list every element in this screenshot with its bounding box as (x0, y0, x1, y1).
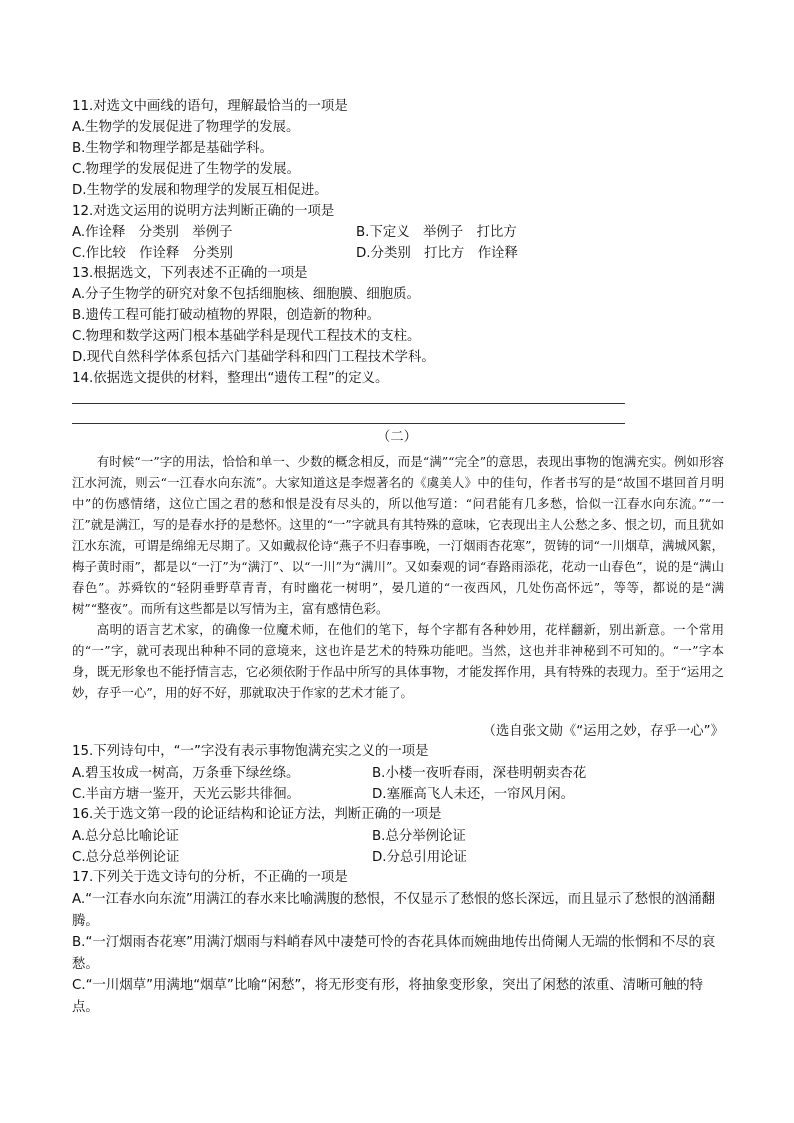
q17-stem: 17.下列关于选文诗句的分析，不正确的一项是 (72, 870, 348, 885)
q13-stem: 13.根据选文，下列表述不正确的一项是 (72, 266, 308, 281)
passage-paragraph-2: 高明的语言艺术家，的确像一位魔术师，在他们的笔下，每个字都有各种妙用，花样翻新，别出新意。一个常用的“一”字，就可表现出种种不同的意境来，这也许是艺术的特殊功能吧。当然，这也并非神秘到不可知的。“一”字本身，既无形象也不能抒情言志，它必须依附于作品中所写的具体事物，才能发挥作用，具有特殊的表现力。至于“运用之妙，存乎一心”，用的好不好，那就取决于作家的艺术才能了。 (72, 622, 724, 700)
passage-source: （选自张文勋《“运用之妙，存乎一心”》 (482, 724, 724, 739)
q15-option-c: C.半亩方塘一鉴开，天光云影共徘徊。 (72, 787, 300, 802)
q15-options-row2 (72, 784, 712, 805)
q16-options-row2 (72, 847, 712, 868)
q12-option-a: A.作诠释 分类别 举例子 (72, 225, 233, 240)
q11-option-a: A.生物学的发展促进了物理学的发展。 (72, 120, 300, 135)
q14-stem: 14.依据选文提供的材料，整理出“遗传工程”的定义。 (72, 371, 389, 386)
q16-option-c: C.总分总举例论证 (72, 850, 180, 865)
q16-option-b: B.总分举例论证 (372, 829, 466, 844)
answer-line-2[interactable] (72, 423, 625, 424)
q12-option-d: D.分类别 打比方 作诠释 (356, 246, 518, 261)
q15-options-row1 (72, 763, 712, 784)
q15-stem: 15.下列诗句中，“一”字没有表示事物饱满充实之义的一项是 (72, 744, 429, 759)
q16-options-row1 (72, 826, 712, 847)
q13-option-b: B.遗传工程可能打破动植物的界限，创造新的物种。 (72, 308, 381, 323)
q17-options (72, 889, 724, 1018)
q11-option-c: C.物理学的发展促进了生物学的发展。 (72, 162, 300, 177)
q17-option-c: C.“一川烟草”用满地“烟草”比喻“闲愁”，将无形变有形，将抽象变形象，突出了闲愁的浓重、清晰可触的特点。 (72, 978, 704, 1015)
q16-option-d: D.分总引用论证 (372, 850, 467, 865)
q12-option-c: C.作比较 作诠释 分类别 (72, 246, 233, 261)
q11-stem: 11.对选文中画线的语句，理解最恰当的一项是 (72, 99, 348, 114)
q13-option-a: A.分子生物学的研究对象不包括细胞核、细胞膜、细胞质。 (72, 287, 420, 302)
q15-option-b: B.小楼一夜听春雨，深巷明朝卖杏花 (372, 766, 587, 781)
q11-option-d: D.生物学的发展和物理学的发展互相促进。 (72, 183, 328, 198)
q15-option-a: A.碧玉妆成一树高，万条垂下绿丝绦。 (72, 766, 300, 781)
q16-option-a: A.总分总比喻论证 (72, 829, 179, 844)
q12-options-row1 (72, 222, 672, 243)
q13-option-d: D.现代自然科学体系包括六门基础学科和四门工程技术学科。 (72, 350, 435, 365)
reading-passage (72, 451, 724, 703)
q15-option-d: D.塞雁高飞人未还，一帘风月闲。 (372, 787, 575, 802)
q17-option-b: B.“一汀烟雨杏花寒”用满汀烟雨与料峭春风中凄楚可怜的杏花具体而婉曲地传出倚阑人无端的怅惘和不尽的哀愁。 (72, 935, 716, 972)
answer-line-1[interactable] (72, 403, 625, 404)
q13-option-c: C.物理和数学这两门根本基础学科是现代工程技术的支柱。 (72, 329, 421, 344)
section-title: （二） (376, 430, 418, 445)
q12-options-row2 (72, 243, 672, 264)
q11-option-b: B.生物学和物理学都是基础学科。 (72, 141, 273, 156)
passage-paragraph-1: 有时候“一”字的用法，恰恰和单一、少数的概念相反，而是“满”“完全”的意思，表现出事物的饱满充实。例如形容江水河流，则云“一江春水向东流”。大家知道这是李煜著名的《虞美人》中的佳句，作者书写的是“故国不堪回首月明中”的伤感情绪，这位亡国之君的愁和恨是没有尽头的，所以他写道：“问君能有几多愁，恰似一江春水向东流。”“一江”就是满江，写的是春水抒的是愁怀。这里的“一”字就具有其特殊的意味，它表现出主人公愁之多、恨之切，而且犹如江水东流，可谓是绵绵无尽期了。又如戴叔伦诗“燕子不归春事晚，一汀烟雨杏花寒”，贺铸的词“一川烟草，满城风絮，梅子黄时雨”，都是以“一汀”为“满汀”、以“一川”为“满川”。又如秦观的词“春路雨添花，花动一山春色”，说的是“满山春色”。苏舜钦的“轻阴垂野草青青，有时幽花一树明”，晏几道的“一夜西风，几处伤高怀远”，等等，都说的是“满树”“整夜”。而所有这些都是以写情为主，富有感情色彩。 (72, 454, 724, 616)
q17-option-a: A.“一江春水向东流”用满江的春水来比喻满腹的愁恨，不仅显示了愁恨的悠长深远，而且显示了愁恨的汹涌翻腾。 (72, 892, 716, 929)
q16-stem: 16.关于选文第一段的论证结构和论证方法，判断正确的一项是 (72, 807, 442, 822)
q12-option-b: B.下定义 举例子 打比方 (356, 225, 517, 240)
q12-stem: 12.对选文运用的说明方法判断正确的一项是 (72, 204, 335, 219)
